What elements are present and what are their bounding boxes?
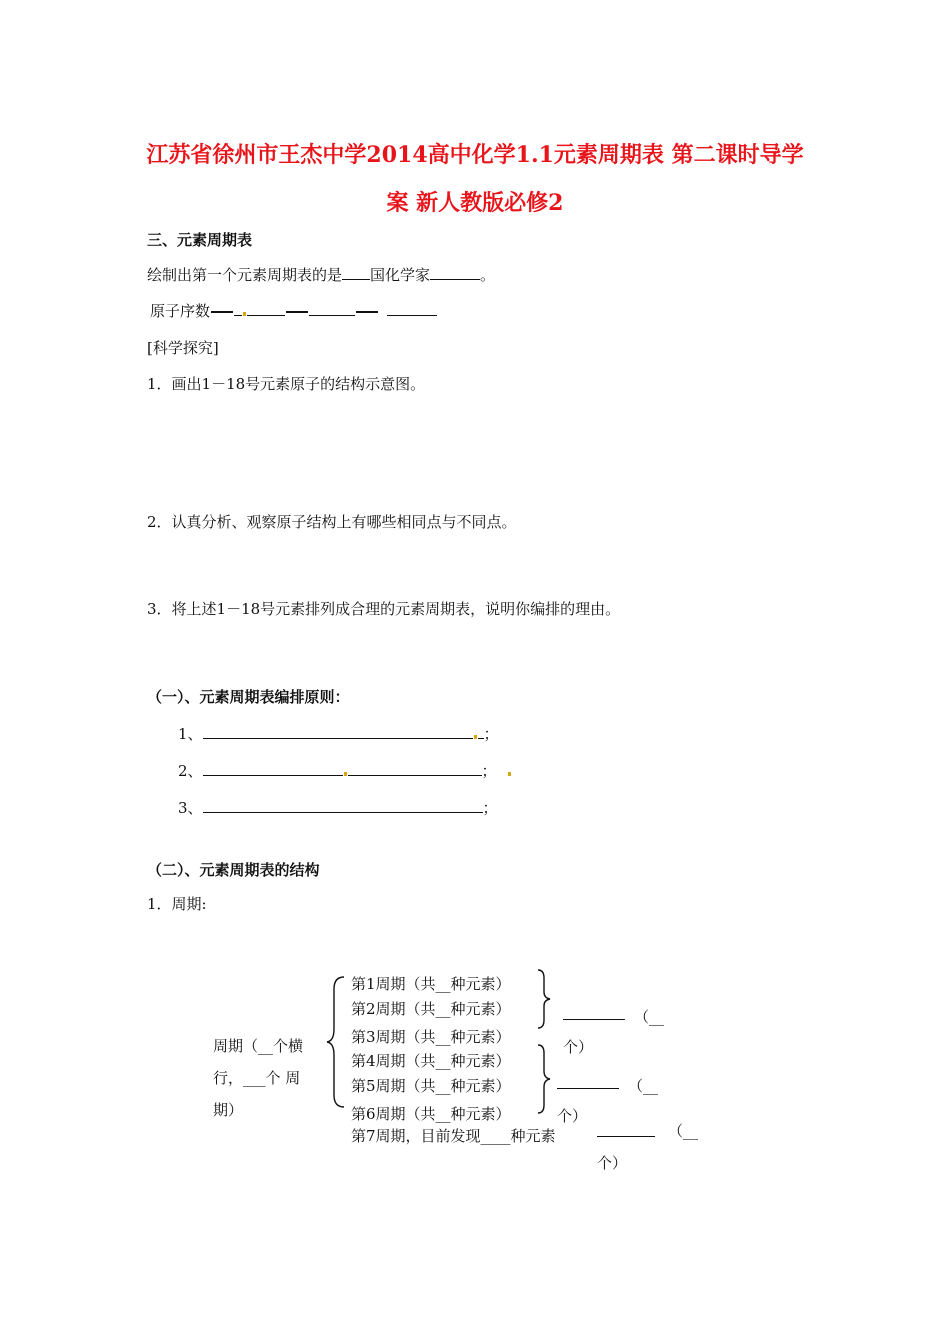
principle-3 <box>178 797 498 818</box>
incomplete-period-blank[interactable] <box>597 1122 655 1137</box>
blank-1[interactable] <box>247 301 285 316</box>
short-period-count-open: （__ <box>634 1008 665 1026</box>
inventor-text-a: 绘制出第一个元素周期表的是 <box>147 266 343 284</box>
semicolon: ； <box>481 762 497 780</box>
principle-1 <box>178 723 499 744</box>
short-period-blank[interactable] <box>563 1005 625 1020</box>
dash <box>286 311 308 313</box>
blank-small[interactable] <box>234 301 242 316</box>
question-3: 3．将上述1－18号元素排列成合理的元素周期表，说明你编排的理由。 <box>147 600 621 618</box>
semicolon: ； <box>482 799 498 817</box>
explore-label: [科学探究] <box>147 339 219 357</box>
dash <box>211 311 233 313</box>
principle-blank[interactable] <box>203 761 343 776</box>
atomic-number-label: 原子序数 <box>150 302 211 320</box>
blank-2[interactable] <box>309 301 355 316</box>
period-1: 第1周期（共__种元素） <box>351 975 511 993</box>
principle-2 <box>178 760 512 781</box>
period-label-line3: 期） <box>213 1101 244 1119</box>
period-label-line1: 周期（__个横 <box>213 1037 304 1055</box>
semicolon: ； <box>483 725 499 743</box>
period-5: 第5周期（共__种元素） <box>351 1077 511 1095</box>
principle-blank[interactable] <box>203 724 473 739</box>
period-label-line2: 行，___个 周 <box>213 1069 301 1087</box>
principle-blank[interactable] <box>203 798 483 813</box>
mark-dot <box>243 312 246 316</box>
incomplete-period-count-open: （__ <box>668 1122 699 1140</box>
principle-number: 1、 <box>178 725 203 743</box>
inventor-line <box>147 264 495 285</box>
period-3: 第3周期（共__种元素） <box>351 1028 511 1046</box>
mark-dot <box>508 772 511 776</box>
long-period-count-open: （__ <box>628 1077 659 1095</box>
principles-heading: （一）、元素周期表编排原则： <box>147 688 350 706</box>
blank-country[interactable] <box>342 265 370 280</box>
mark-dot <box>344 772 347 776</box>
period-2: 第2周期（共__种元素） <box>351 1000 511 1018</box>
period-subheading: 1．周期: <box>147 895 207 913</box>
blank-chemist[interactable] <box>430 265 480 280</box>
inventor-text-c: 。 <box>480 266 496 284</box>
short-period-count-close: 个） <box>563 1038 594 1056</box>
blank-3[interactable] <box>387 301 437 316</box>
right-brace-icon <box>536 968 552 1030</box>
section-heading: 三、元素周期表 <box>147 231 253 249</box>
long-period-blank[interactable] <box>557 1074 619 1089</box>
period-4: 第4周期（共__种元素） <box>351 1052 511 1070</box>
atomic-number-line <box>150 300 437 321</box>
doc-title-line1: 江苏省徐州市王杰中学2014高中化学1.1元素周期表 第二课时导学 <box>146 142 804 168</box>
period-7: 第7周期，目前发现____种元素 <box>351 1127 556 1145</box>
principle-number: 3、 <box>178 799 203 817</box>
incomplete-period-count-close: 个） <box>597 1154 628 1172</box>
inventor-text-b: 国化学家 <box>370 266 431 284</box>
right-brace-icon <box>536 1043 552 1115</box>
left-brace-icon <box>326 975 346 1110</box>
principle-blank-tail[interactable] <box>348 761 482 776</box>
principle-number: 2、 <box>178 762 203 780</box>
question-2: 2．认真分析、观察原子结构上有哪些相同点与不同点。 <box>147 513 517 531</box>
question-1: 1．画出1－18号元素原子的结构示意图。 <box>147 375 426 393</box>
period-6: 第6周期（共__种元素） <box>351 1105 511 1123</box>
mark-dot <box>474 735 477 739</box>
structure-heading: （二）、元素周期表的结构 <box>147 861 320 879</box>
long-period-count-close: 个） <box>557 1107 588 1125</box>
dash <box>356 311 378 313</box>
doc-title-line2: 案 新人教版必修2 <box>386 190 564 216</box>
